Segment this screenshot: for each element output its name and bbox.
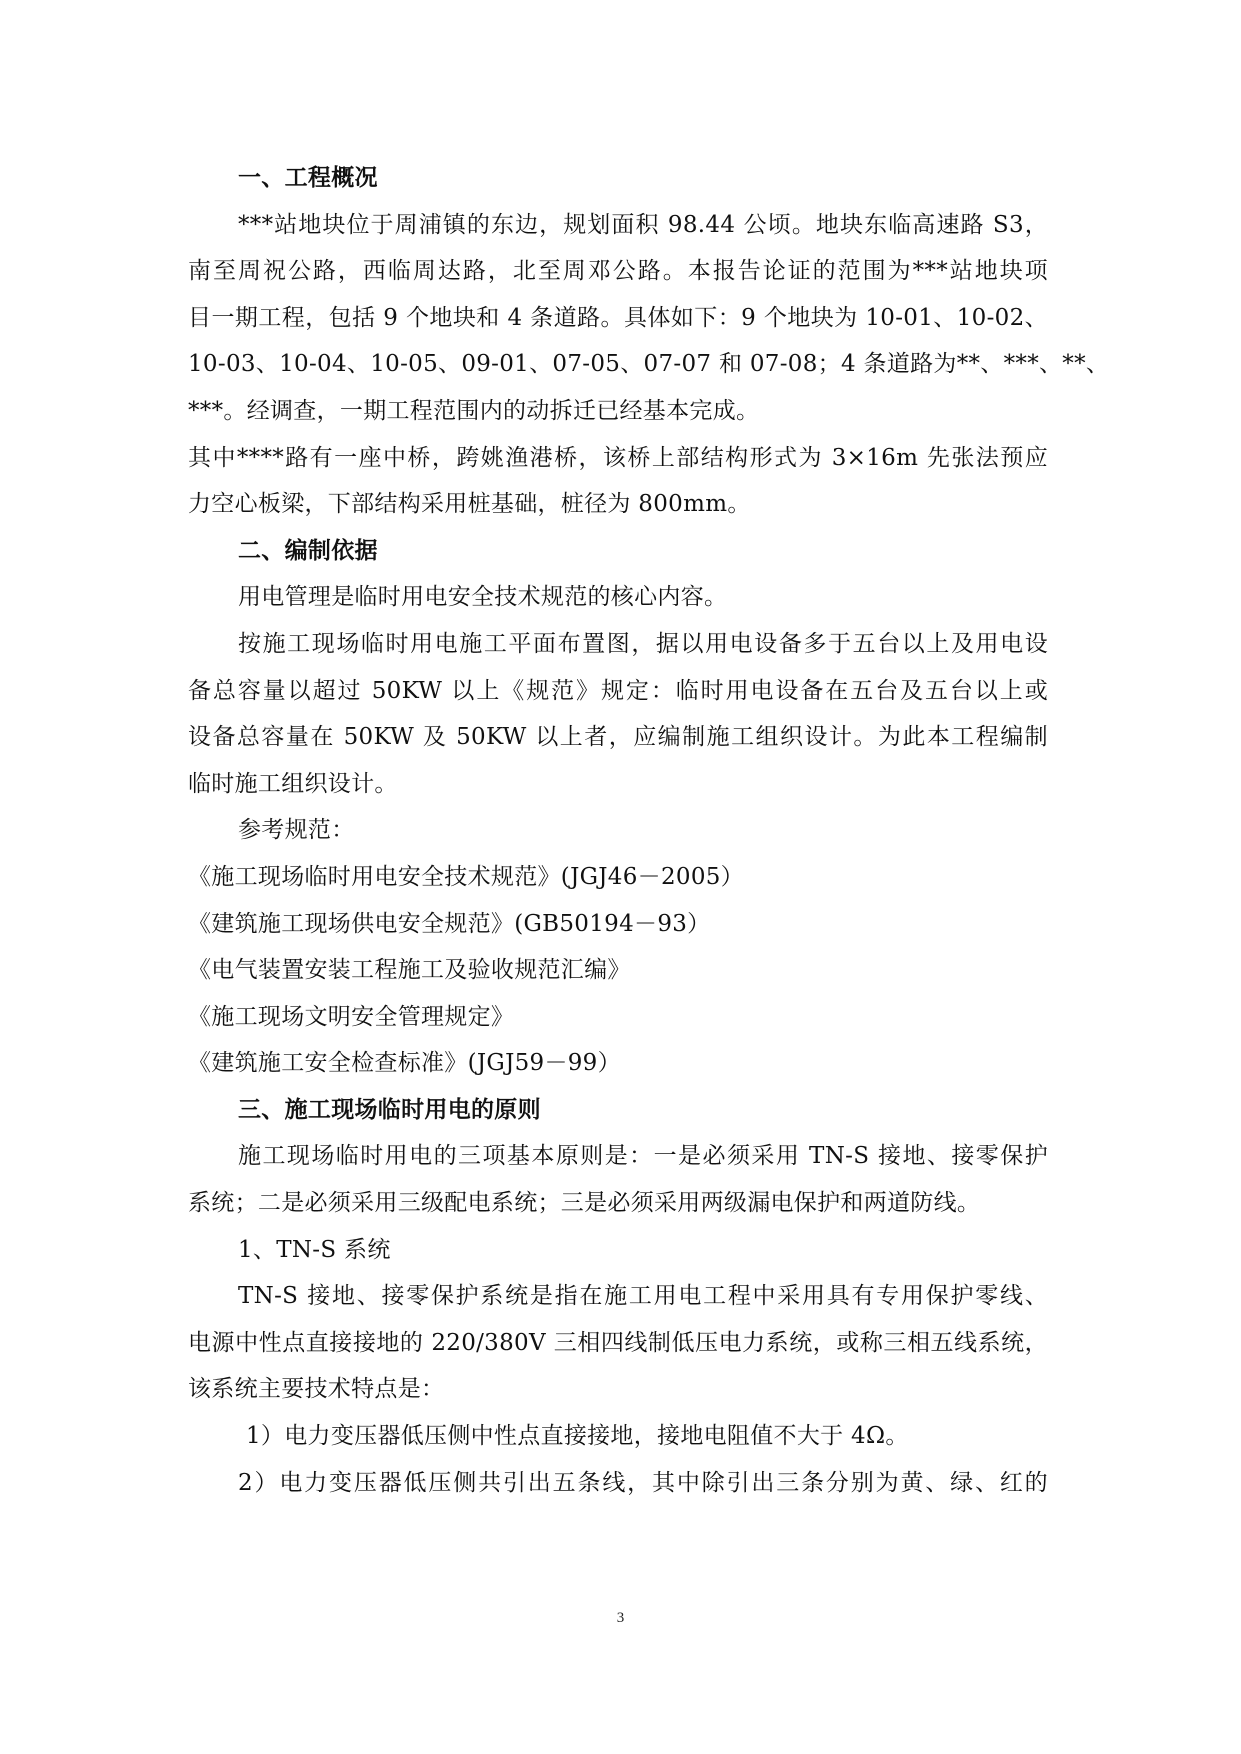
text-line: ***。经调查，一期工程范围内的动拆迁已经基本完成。	[188, 397, 760, 424]
text-line: 《建筑施工现场供电安全规范》(GB50194－93）	[188, 910, 711, 937]
text-line: 《建筑施工安全检查标准》(JGJ59－99）	[188, 1050, 621, 1077]
text-line: 《电气装置安装工程施工及验收规范汇编》	[188, 957, 631, 984]
text-line: 该系统主要技术特点是：	[188, 1376, 445, 1403]
text-line: 《施工现场临时用电安全技术规范》(JGJ46－2005）	[188, 863, 744, 890]
text-line: 备总容量以超过 50KW 以上《规范》规定：临时用电设备在五台及五台以上或	[188, 677, 1048, 704]
text-line: 南至周祝公路，西临周达路，北至周邓公路。本报告论证的范围为***站地块项	[188, 258, 1048, 285]
text-line: 目一期工程，包括 9 个地块和 4 条道路。具体如下：9 个地块为 10-01、10-02、	[188, 304, 1048, 331]
document-body	[188, 155, 1110, 1506]
text-line: 10-03、10-04、10-05、09-01、07-05、07-07 和 07-08；4 条道路为**、***、**、	[188, 351, 1110, 378]
text-line: 1）电力变压器低压侧中性点直接接地，接地电阻值不大于 4Ω。	[246, 1423, 909, 1450]
text-line: 施工现场临时用电的三项基本原则是：一是必须采用 TN-S 接地、接零保护	[238, 1143, 1048, 1170]
section-heading: 二、编制依据	[238, 536, 378, 564]
text-line: 临时施工组织设计。	[188, 770, 398, 797]
text-line: 电源中性点直接接地的 220/380V 三相四线制低压电力系统，或称三相五线系统，	[188, 1329, 1048, 1356]
text-line: 系统；二是必须采用三级配电系统；三是必须采用两级漏电保护和两道防线。	[188, 1190, 981, 1217]
text-line: 设备总容量在 50KW 及 50KW 以上者，应编制施工组织设计。为此本工程编制	[188, 724, 1048, 751]
text-line: 2）电力变压器低压侧共引出五条线，其中除引出三条分别为黄、绿、红的	[238, 1469, 1048, 1496]
section-heading: 三、施工现场临时用电的原则	[238, 1095, 541, 1123]
text-line: 用电管理是临时用电安全技术规范的核心内容。	[238, 584, 728, 611]
text-line: ***站地块位于周浦镇的东边，规划面积 98.44 公顷。地块东临高速路 S3，	[238, 211, 1048, 238]
text-line: 其中****路有一座中桥，跨姚渔港桥，该桥上部结构形式为 3×16m 先张法预应	[188, 444, 1048, 471]
text-line: 1、TN-S 系统	[238, 1236, 391, 1263]
section-heading: 一、工程概况	[238, 164, 378, 191]
page-number: 3	[616, 1610, 625, 1626]
text-line: 《施工现场文明安全管理规定》	[188, 1003, 515, 1030]
text-line: 力空心板梁，下部结构采用桩基础，桩径为 800mm。	[188, 491, 751, 518]
text-line: 参考规范：	[238, 817, 355, 844]
text-line: 按施工现场临时用电施工平面布置图，据以用电设备多于五台以上及用电设	[238, 630, 1048, 657]
text-line: TN-S 接地、接零保护系统是指在施工用电工程中采用具有专用保护零线、	[238, 1283, 1048, 1310]
